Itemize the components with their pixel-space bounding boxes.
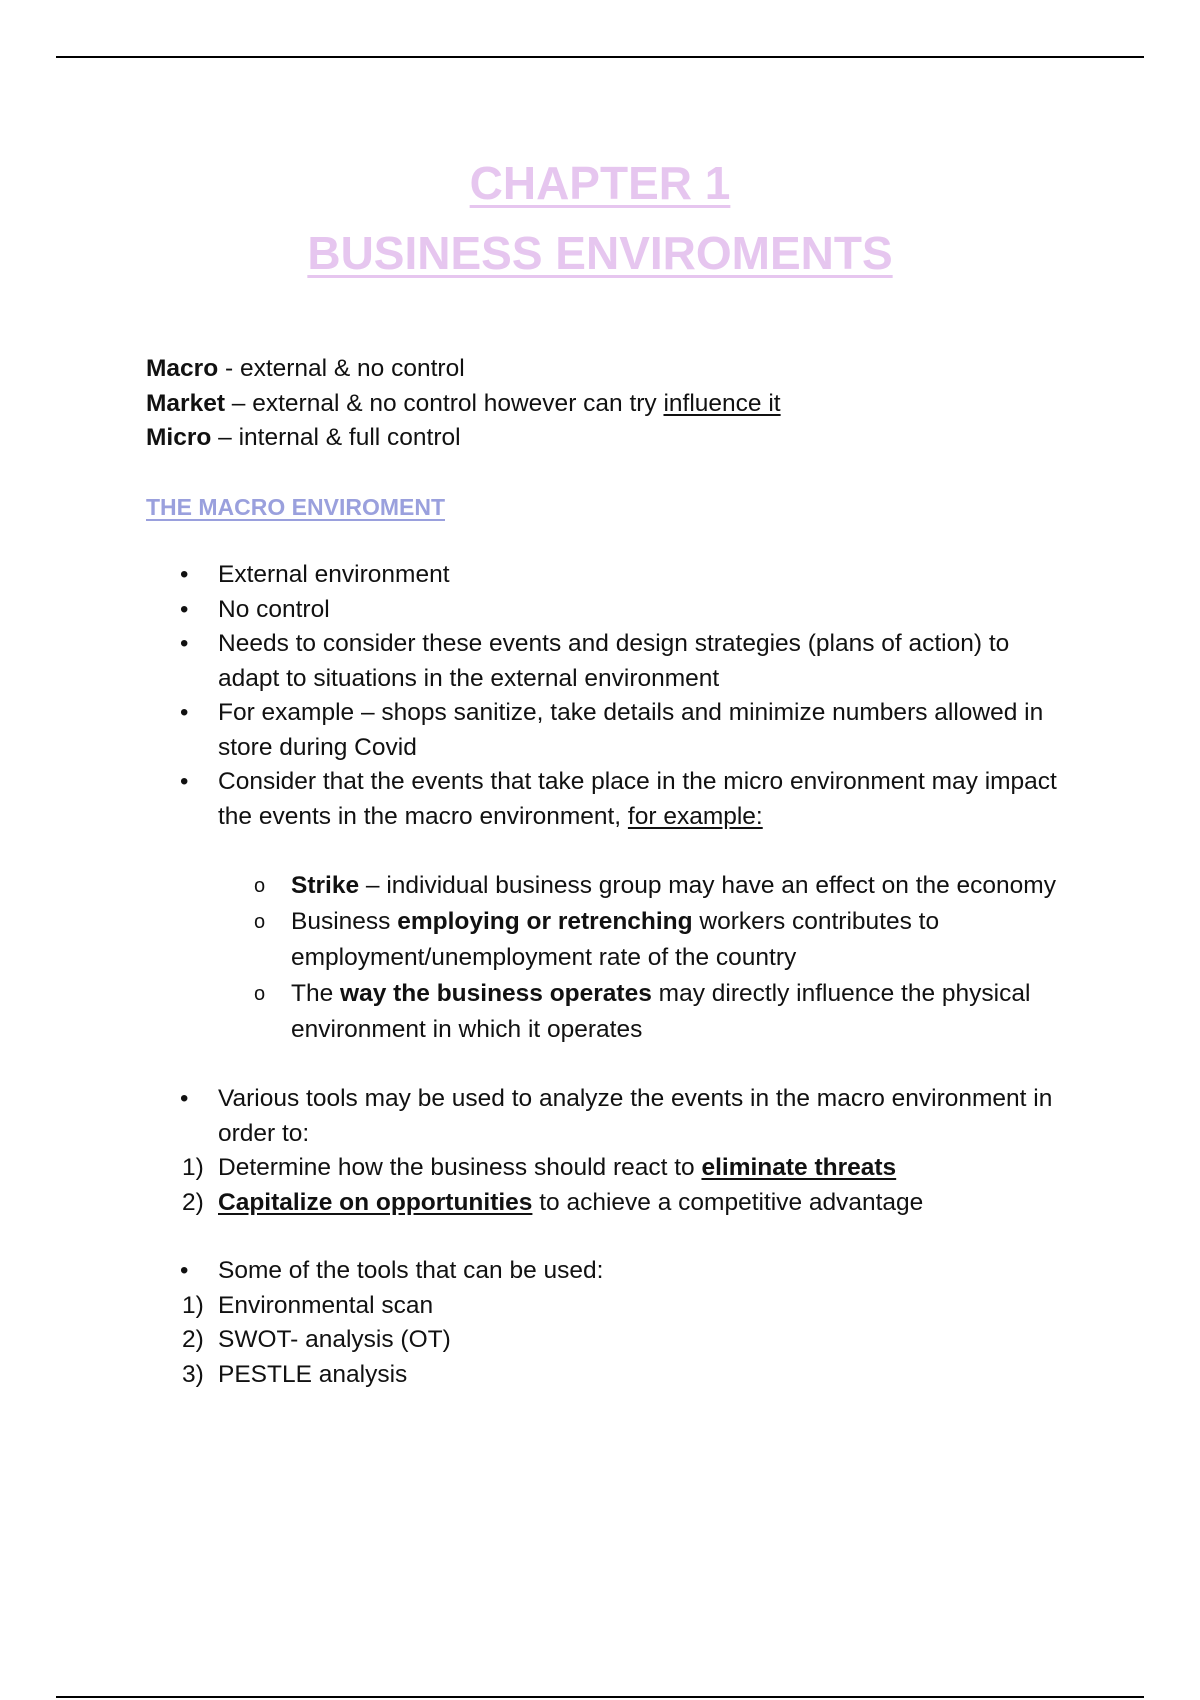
list-item (146, 765, 1076, 834)
item-number: 1) (182, 1154, 204, 1181)
document-body (146, 352, 1076, 1392)
numbered-item (146, 1186, 1076, 1221)
definition-micro (146, 421, 1076, 456)
definition-text: - external & no control (218, 355, 465, 382)
sub-item-pre: The (291, 980, 341, 1007)
numbered-item (146, 1323, 1076, 1358)
list-item (146, 558, 1076, 593)
page-title (0, 148, 1200, 288)
definition-term: Micro (146, 424, 212, 451)
sub-item-bold: employing or retrenching (397, 908, 693, 935)
definition-text: – internal & full control (211, 424, 461, 451)
sub-item-post: may directly influence the physical environment in which it operates (291, 980, 1031, 1043)
definition-underlined: influence it (663, 389, 781, 417)
numbered-item (146, 1289, 1076, 1324)
definition-term: Market (146, 389, 225, 417)
spacer (146, 1220, 1076, 1254)
item-number: 1) (182, 1291, 204, 1319)
bottom-rule (56, 1696, 1144, 1698)
item-text: Environmental scan (218, 1291, 434, 1319)
top-rule (56, 56, 1144, 58)
circle-bullet-icon: o (254, 911, 266, 933)
example-sub-list (146, 868, 1076, 1048)
list-item-underlined: for example: (627, 802, 763, 830)
item-pre: Determine how the business should react to (218, 1154, 702, 1181)
circle-bullet-icon: o (254, 875, 266, 897)
tools-goal-list (146, 1082, 1076, 1220)
sub-item-pre: Business (291, 908, 398, 935)
list-item-text: For example – shops sanitize, take details and minimize numbers allowed in store during Covid (218, 699, 1044, 761)
item-number: 3) (182, 1360, 204, 1388)
bullet-icon: • (180, 1257, 189, 1284)
bullet-icon: • (180, 595, 189, 623)
sub-list-item (146, 904, 1076, 976)
definition-macro (146, 352, 1076, 387)
list-item-text: External environment (218, 561, 450, 588)
bullet-icon: • (180, 630, 189, 657)
item-text: PESTLE analysis (218, 1360, 408, 1388)
title-line-2: BUSINESS ENVIROMENTS (307, 227, 893, 279)
bullet-icon: • (180, 1085, 189, 1112)
macro-bullet-list (146, 558, 1076, 834)
list-item (146, 1082, 1076, 1151)
list-item (146, 696, 1076, 765)
item-number: 2) (182, 1326, 204, 1353)
list-item (146, 593, 1076, 628)
sub-item-bold: way the business operates (340, 980, 652, 1007)
sub-item-bold: Strike (291, 872, 360, 899)
numbered-item (146, 1358, 1076, 1393)
circle-bullet-icon: o (254, 983, 266, 1005)
tools-list (146, 1254, 1076, 1392)
sub-item-post: – individual business group may have an effect on the economy (359, 872, 1056, 899)
definition-text: – external & no control however can try (224, 389, 664, 417)
numbered-item (146, 1151, 1076, 1186)
sub-list-item (146, 976, 1076, 1048)
item-post: to achieve a competitive advantage (532, 1188, 924, 1216)
bullet-icon: • (180, 768, 189, 795)
bullet-icon: • (180, 699, 189, 726)
list-item (146, 1254, 1076, 1289)
list-item-text: Consider that the events that take place in the micro environment may impact the events in the macro environment, (218, 768, 1057, 830)
list-item-text: No control (218, 595, 330, 623)
title-line-1: CHAPTER 1 (469, 157, 731, 209)
definition-term: Macro (146, 355, 219, 382)
bullet-icon: • (180, 561, 189, 588)
item-text: SWOT- analysis (OT) (218, 1326, 451, 1353)
list-item-text: Some of the tools that can be used: (218, 1257, 604, 1284)
list-item-text: Needs to consider these events and design strategies (plans of action) to adapt to situations in the external environment (218, 630, 1010, 692)
item-number: 2) (182, 1188, 204, 1216)
item-bold: eliminate threats (701, 1154, 897, 1181)
item-bold: Capitalize on opportunities (218, 1188, 533, 1216)
section-heading: THE MACRO ENVIROMENT (146, 493, 445, 520)
sub-item-post: workers contributes to employment/unemployment rate of the country (291, 908, 940, 971)
list-item-text: Various tools may be used to analyze the events in the macro environment in order to: (218, 1085, 1053, 1147)
list-item (146, 627, 1076, 696)
definition-market (146, 387, 1076, 422)
sub-list-item (146, 868, 1076, 904)
